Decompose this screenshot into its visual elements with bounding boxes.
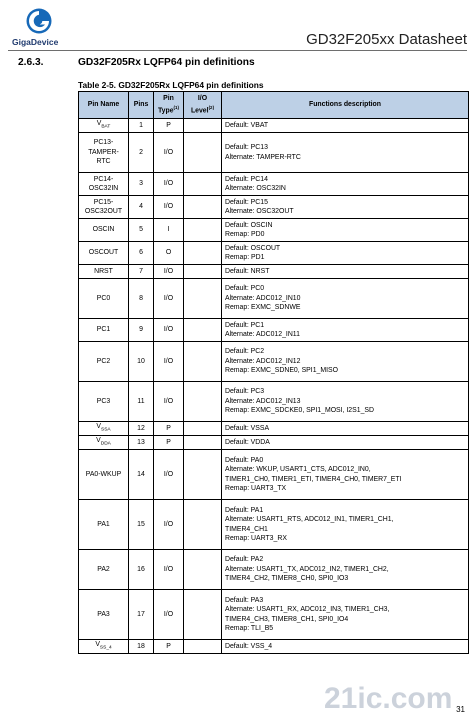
function-line: Default: PC15: [225, 198, 268, 206]
gigadevice-logo: [12, 8, 72, 48]
col-pin-name: Pin Name: [79, 92, 129, 119]
function-line: Remap: UART3_TX: [225, 484, 287, 492]
pin-type-cell: I/O: [154, 173, 184, 196]
functions-cell: [222, 500, 469, 550]
function-line: Default: VSS_4: [225, 642, 273, 650]
pin-name-cell: $V_{DDA}$: [79, 436, 129, 450]
function-line: Alternate: WKUP, USART1_CTS, ADC012_IN0,: [225, 466, 371, 474]
io-level-cell: [184, 173, 222, 196]
functions-cell: [222, 242, 469, 265]
table-row: [79, 640, 469, 654]
pin-number-cell: 7: [129, 265, 154, 279]
pin-name-cell: $V_{BAT}$: [79, 119, 129, 133]
function-line: Alternate: TAMPER-RTC: [225, 153, 301, 161]
functions-cell: [222, 422, 469, 436]
function-line: Remap: EXMC_SDCKE0, SPI1_MOSI, I2S1_SD: [225, 407, 374, 415]
table-row: [79, 119, 469, 133]
io-level-cell: [184, 119, 222, 133]
pin-number-cell: 10: [129, 342, 154, 382]
function-line: Default: PA2: [225, 556, 264, 564]
table-row: [79, 436, 469, 450]
function-line: Remap: EXMC_SDNE0, SPI1_MISO: [225, 367, 338, 375]
functions-cell: [222, 279, 469, 319]
function-line: TIMER4_CH1: [225, 525, 268, 533]
functions-cell: [222, 382, 469, 422]
pin-name-cell: PC15- OSC32OUT: [79, 196, 129, 219]
pin-name-cell: OSCOUT: [79, 242, 129, 265]
io-level-cell: [184, 265, 222, 279]
pin-number-cell: 16: [129, 550, 154, 590]
function-line: Alternate: ADC012_IN11: [225, 331, 300, 338]
pin-type-cell: I/O: [154, 450, 184, 500]
table-row: [79, 279, 469, 319]
pin-name-cell: PC1: [79, 319, 129, 342]
pin-definitions-table: [78, 91, 469, 654]
pin-type-cell: I/O: [154, 279, 184, 319]
function-line: Alternate: USART1_RTS, ADC012_IN1, TIMER1_CH1,: [225, 516, 394, 524]
pin-name-cell: PC0: [79, 279, 129, 319]
table-row: [79, 500, 469, 550]
function-line: Remap: PD1: [225, 254, 265, 261]
watermark-logo: [320, 678, 470, 716]
function-line: Remap: PD0: [225, 231, 265, 238]
function-line: Default: PC1: [225, 321, 265, 329]
functions-cell: [222, 640, 469, 654]
functions-cell: [222, 119, 469, 133]
section-title: GD32F205Rx LQFP64 pin definitions: [78, 57, 255, 68]
document-title: GD32F205xx Datasheet: [306, 31, 467, 48]
pin-name-cell: PA2: [79, 550, 129, 590]
table-caption: Table 2-5. GD32F205Rx LQFP64 pin definitions: [78, 80, 264, 90]
pin-number-cell: 11: [129, 382, 154, 422]
logo-text: GigaDevice: [12, 37, 59, 47]
io-level-cell: [184, 422, 222, 436]
function-line: Default: VBAT: [225, 121, 269, 129]
pin-name-cell: PA1: [79, 500, 129, 550]
pin-type-cell: O: [154, 242, 184, 265]
functions-cell: [222, 450, 469, 500]
function-line: Default: VDDA: [225, 438, 270, 446]
header-divider: [8, 50, 467, 51]
function-line: Alternate: OSC32IN: [225, 185, 286, 192]
function-line: Alternate: ADC012_IN13: [225, 397, 301, 405]
table-row: [79, 319, 469, 342]
function-line: Default: PA0: [225, 456, 264, 464]
io-level-cell: [184, 550, 222, 590]
function-line: Default: PC14: [225, 175, 268, 183]
pin-name-cell: NRST: [79, 265, 129, 279]
table-row: [79, 450, 469, 500]
io-level-cell: [184, 590, 222, 640]
functions-cell: [222, 436, 469, 450]
io-level-cell: [184, 242, 222, 265]
watermark-text: 21ic.com: [324, 682, 453, 715]
io-level-cell: [184, 196, 222, 219]
table-row: [79, 265, 469, 279]
function-line: Default: OSCIN: [225, 221, 273, 229]
function-line: Remap: TLI_B5: [225, 624, 274, 632]
page-number: 31: [456, 705, 465, 714]
pin-number-cell: 3: [129, 173, 154, 196]
pin-name-cell: $V_{SS\_4}$: [79, 640, 129, 654]
col-functions: Functions description: [222, 92, 469, 119]
pin-type-cell: P: [154, 422, 184, 436]
functions-cell: [222, 590, 469, 640]
pin-name-cell: PC14- OSC32IN: [79, 173, 129, 196]
pin-name-cell: $V_{SSA}$: [79, 422, 129, 436]
pin-type-cell: P: [154, 119, 184, 133]
pin-type-cell: I/O: [154, 590, 184, 640]
gigadevice-logo-icon: [26, 8, 52, 34]
pin-number-cell: 13: [129, 436, 154, 450]
function-line: Alternate: USART1_RX, ADC012_IN3, TIMER1_CH3,: [225, 606, 390, 614]
pin-number-cell: 2: [129, 133, 154, 173]
io-level-cell: [184, 319, 222, 342]
function-line: Default: OSCOUT: [225, 244, 281, 252]
col-pin-type: Pin Type$^{(1)}$: [154, 92, 184, 119]
functions-cell: [222, 133, 469, 173]
pin-name-cell: PA3: [79, 590, 129, 640]
pin-number-cell: 15: [129, 500, 154, 550]
table-row: [79, 242, 469, 265]
table-row: [79, 422, 469, 436]
function-line: Default: NRST: [225, 267, 270, 275]
pin-type-cell: P: [154, 436, 184, 450]
pin-type-cell: I/O: [154, 550, 184, 590]
pin-name-cell: PC2: [79, 342, 129, 382]
io-level-cell: [184, 382, 222, 422]
pin-number-cell: 1: [129, 119, 154, 133]
table-row: [79, 219, 469, 242]
function-line: Remap: EXMC_SDNWE: [225, 304, 301, 312]
section-number: 2.6.3.: [18, 57, 44, 68]
pin-number-cell: 6: [129, 242, 154, 265]
function-line: Alternate: ADC012_IN10: [225, 294, 301, 302]
pin-type-cell: I/O: [154, 196, 184, 219]
pin-number-cell: 8: [129, 279, 154, 319]
function-line: Alternate: OSC32OUT: [225, 208, 294, 215]
function-line: TIMER4_CH2, TIMER8_CH0, SPI0_IO3: [225, 575, 349, 583]
pin-type-cell: I/O: [154, 500, 184, 550]
functions-cell: [222, 550, 469, 590]
pin-type-cell: I/O: [154, 265, 184, 279]
function-line: Default: PA1: [225, 506, 264, 514]
table-header-row: [79, 92, 469, 119]
table-row: [79, 550, 469, 590]
pin-type-cell: I/O: [154, 133, 184, 173]
pin-type-cell: I/O: [154, 382, 184, 422]
col-io-level: I/O Level$^{(2)}$: [184, 92, 222, 119]
table-row: [79, 590, 469, 640]
table-row: [79, 173, 469, 196]
table-row: [79, 133, 469, 173]
pin-number-cell: 14: [129, 450, 154, 500]
pin-type-cell: I/O: [154, 319, 184, 342]
function-line: Default: PC3: [225, 388, 265, 396]
io-level-cell: [184, 436, 222, 450]
page-header: [0, 0, 475, 52]
function-line: Default: PC2: [225, 348, 265, 356]
table-row: [79, 342, 469, 382]
functions-cell: [222, 173, 469, 196]
function-line: Default: PC13: [225, 144, 268, 152]
function-line: TIMER4_CH3, TIMER8_CH1, SPI0_IO4: [225, 615, 349, 623]
pin-name-cell: PA0-WKUP: [79, 450, 129, 500]
pin-number-cell: 5: [129, 219, 154, 242]
pin-number-cell: 17: [129, 590, 154, 640]
pin-number-cell: 9: [129, 319, 154, 342]
function-line: Default: PC0: [225, 285, 265, 293]
pin-type-cell: P: [154, 640, 184, 654]
functions-cell: [222, 342, 469, 382]
table-row: [79, 382, 469, 422]
pin-name-cell: OSCIN: [79, 219, 129, 242]
io-level-cell: [184, 133, 222, 173]
io-level-cell: [184, 500, 222, 550]
functions-cell: [222, 196, 469, 219]
io-level-cell: [184, 219, 222, 242]
function-line: Remap: UART3_RX: [225, 534, 287, 542]
functions-cell: [222, 219, 469, 242]
pin-number-cell: 12: [129, 422, 154, 436]
io-level-cell: [184, 450, 222, 500]
pin-type-cell: I/O: [154, 342, 184, 382]
col-pins: Pins: [129, 92, 154, 119]
function-line: TIMER1_CH0, TIMER1_ETI, TIMER4_CH0, TIMER7_ETI: [225, 475, 402, 483]
function-line: Alternate: ADC012_IN12: [225, 357, 301, 365]
pin-name-cell: PC3: [79, 382, 129, 422]
pin-number-cell: 4: [129, 196, 154, 219]
table-row: [79, 196, 469, 219]
pin-number-cell: 18: [129, 640, 154, 654]
function-line: Default: PA3: [225, 596, 264, 604]
pin-type-cell: I: [154, 219, 184, 242]
functions-cell: [222, 319, 469, 342]
io-level-cell: [184, 279, 222, 319]
functions-cell: [222, 265, 469, 279]
function-line: Default: VSSA: [225, 424, 270, 432]
function-line: Alternate: USART1_TX, ADC012_IN2, TIMER1_CH2,: [225, 565, 389, 573]
pin-name-cell: PC13- TAMPER- RTC: [79, 133, 129, 173]
io-level-cell: [184, 640, 222, 654]
io-level-cell: [184, 342, 222, 382]
